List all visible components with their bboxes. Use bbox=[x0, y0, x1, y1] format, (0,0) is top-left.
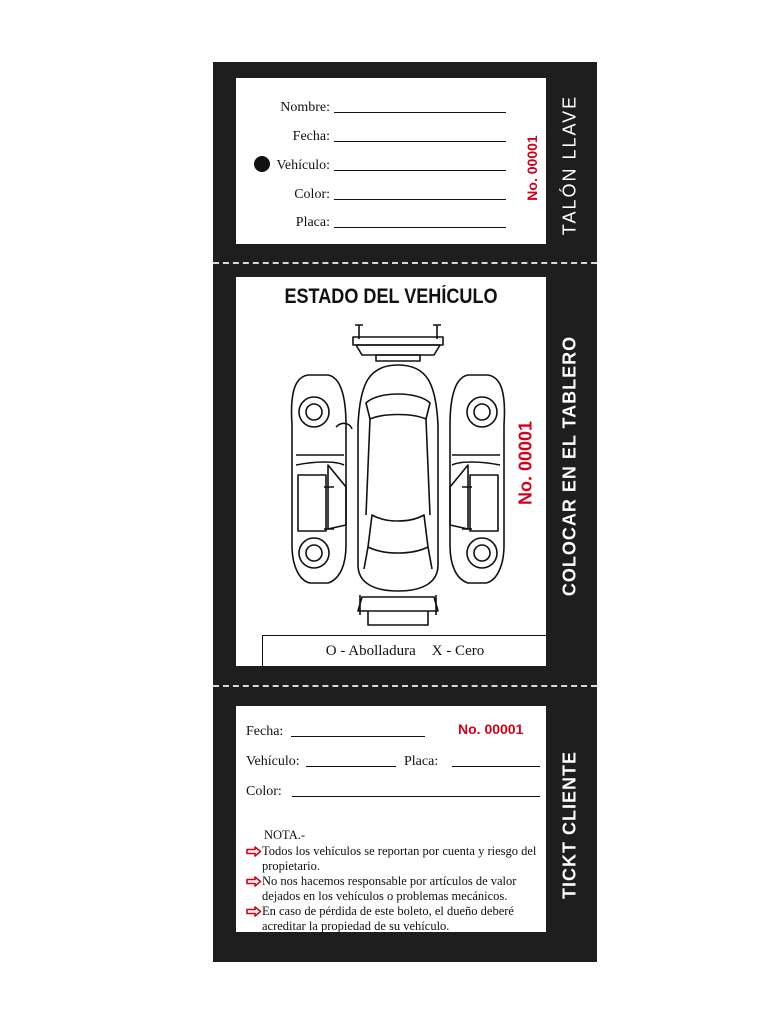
arrow-right-icon bbox=[246, 906, 262, 917]
stub-row-color bbox=[266, 187, 506, 203]
client-label-color: Color: bbox=[246, 784, 282, 799]
client-side-label: TICKT CLIENTE bbox=[559, 751, 580, 899]
client-number: No. 00001 bbox=[458, 721, 524, 737]
damage-legend bbox=[262, 635, 547, 666]
stub-line-placa[interactable] bbox=[334, 227, 506, 228]
stub-label-color: Color: bbox=[294, 187, 330, 202]
note-text-3: En caso de pérdida de este boleto, el dueño deberé acreditar la propiedad de su vehículo. bbox=[262, 904, 514, 933]
parking-ticket bbox=[213, 62, 597, 962]
arrow-right-icon bbox=[246, 876, 262, 887]
client-label-fecha: Fecha: bbox=[246, 724, 284, 739]
note-item bbox=[246, 874, 546, 904]
stub-line-vehiculo[interactable] bbox=[334, 170, 506, 171]
client-label-vehiculo: Vehículo: bbox=[246, 754, 300, 769]
client-line-color[interactable] bbox=[292, 796, 540, 797]
stub-number: No. 00001 bbox=[524, 135, 540, 201]
stub-label-fecha: Fecha: bbox=[292, 129, 330, 144]
client-notes bbox=[246, 828, 546, 934]
stub-label-placa: Placa: bbox=[295, 215, 330, 230]
cut-line-bottom bbox=[213, 685, 597, 687]
client-row-color bbox=[246, 784, 540, 800]
stub-row-placa bbox=[266, 215, 506, 231]
stub-row-fecha bbox=[266, 129, 506, 145]
cut-line-top bbox=[213, 262, 597, 264]
car-diagram-icon bbox=[236, 315, 546, 635]
key-stub-panel bbox=[236, 78, 546, 244]
stub-row-nombre bbox=[266, 100, 506, 116]
stub-line-fecha[interactable] bbox=[334, 141, 506, 142]
client-label-placa: Placa: bbox=[404, 754, 439, 769]
stub-line-nombre[interactable] bbox=[334, 112, 506, 113]
legend-scratch: X - Cero bbox=[431, 642, 485, 659]
stub-side-label: TALÓN LLAVE bbox=[559, 94, 580, 236]
client-row-fecha bbox=[246, 724, 425, 740]
client-row-placa bbox=[404, 754, 540, 770]
arrow-right-icon bbox=[246, 846, 262, 857]
note-text-2: No nos hacemos responsable por artículos de valor dejados en los vehículos o problemas mecánicos. bbox=[262, 874, 517, 903]
client-row-vehiculo bbox=[246, 754, 396, 770]
client-line-fecha[interactable] bbox=[291, 736, 425, 737]
stub-row-vehiculo bbox=[266, 158, 506, 174]
notes-title: NOTA.- bbox=[264, 828, 306, 842]
stub-line-color[interactable] bbox=[334, 199, 506, 200]
vehicle-state-title: ESTADO DEL VEHÍCULO bbox=[284, 285, 498, 308]
note-item bbox=[246, 904, 546, 934]
note-item bbox=[246, 844, 546, 874]
vehicle-state-number: No. 00001 bbox=[515, 420, 536, 506]
client-line-vehiculo[interactable] bbox=[306, 766, 396, 767]
stub-label-nombre: Nombre: bbox=[280, 100, 330, 115]
note-text-1: Todos los vehículos se reportan por cuenta y riesgo del propietario. bbox=[262, 844, 537, 873]
dashboard-side-label: COLOCAR EN EL TABLERO bbox=[559, 335, 580, 597]
vehicle-state-panel bbox=[236, 277, 546, 666]
legend-dent: O - Abolladura bbox=[325, 642, 416, 659]
client-line-placa[interactable] bbox=[452, 766, 540, 767]
client-ticket-panel bbox=[236, 706, 546, 932]
stub-label-vehiculo: Vehículo: bbox=[276, 158, 330, 173]
